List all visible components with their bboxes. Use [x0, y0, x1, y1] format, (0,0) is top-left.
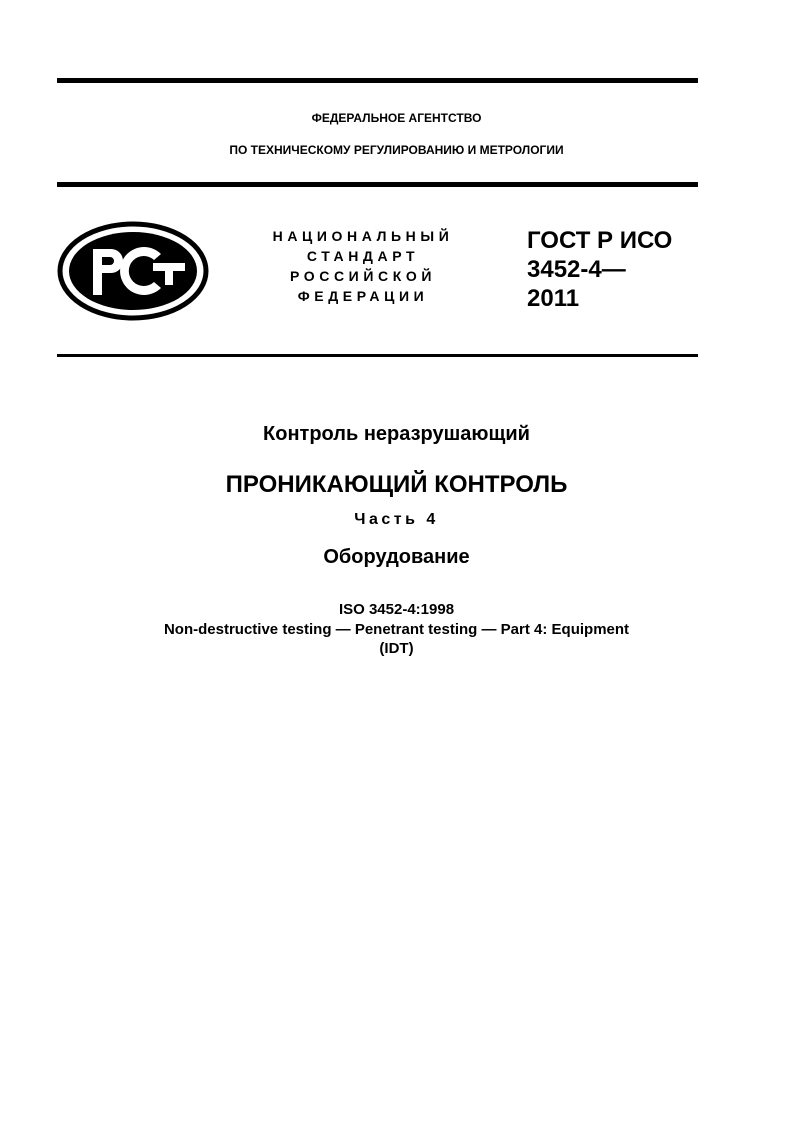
designation-line-1: ГОСТ Р ИСО — [527, 227, 673, 254]
iso-equivalence: (IDT) — [379, 640, 414, 657]
document-subtitle: ПРОНИКАЮЩИЙ КОНТРОЛЬ — [225, 471, 568, 498]
standard-type-line-1: НАЦИОНАЛЬНЫЙ — [272, 228, 454, 244]
designation-line-2: 3452-4— — [527, 256, 626, 283]
rst-logo — [57, 221, 209, 326]
iso-english-title: Non-destructive testing — Penetrant testing — Part 4: Equipment — [163, 621, 630, 638]
part-label: Часть 4 — [354, 511, 439, 528]
agency-line-1: ФЕДЕРАЛЬНОЕ АГЕНТСТВО — [311, 111, 482, 125]
part-subject: Оборудование — [323, 546, 470, 568]
divider-rule — [57, 354, 698, 357]
standard-type-line-2: СТАНДАРТ — [306, 248, 420, 264]
rst-mark-icon — [57, 221, 209, 321]
standard-designation — [527, 226, 672, 313]
standard-type-line-4: ФЕДЕРАЦИИ — [297, 288, 429, 304]
document-title: Контроль неразрушающий — [263, 423, 530, 445]
agency-line-2: ПО ТЕХНИЧЕСКОМУ РЕГУЛИРОВАНИЮ И МЕТРОЛОГИИ — [229, 143, 564, 157]
standard-type-line-3: РОССИЙСКОЙ — [290, 268, 436, 284]
top-rule — [57, 78, 698, 83]
iso-code: ISO 3452-4:1998 — [338, 601, 455, 618]
header-rule — [57, 182, 698, 187]
designation-line-3: 2011 — [527, 285, 580, 312]
standard-type — [258, 226, 468, 306]
